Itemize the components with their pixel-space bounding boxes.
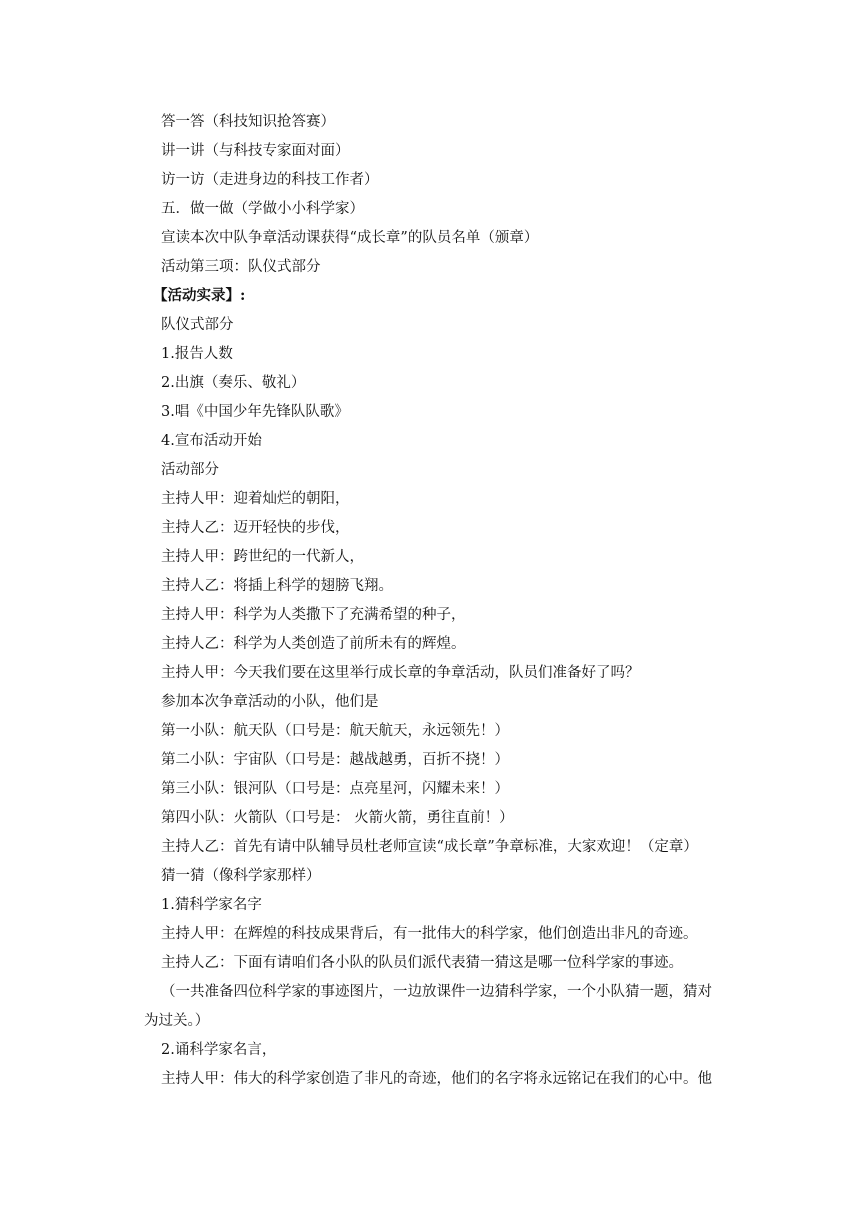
text-line: 2.出旗（奏乐、敬礼） bbox=[161, 375, 306, 391]
text-line: 猜一猜（像科学家那样） bbox=[161, 868, 321, 884]
text-line: 主持人甲：在辉煌的科技成果背后，有一批伟大的科学家，他们创造出非凡的奇迹。 bbox=[161, 926, 698, 942]
text-line: 讲一讲（与科技专家面对面） bbox=[161, 143, 350, 159]
text-line: 宣读本次中队争章活动课获得“成长章”的队员名单（颁章） bbox=[161, 230, 539, 246]
text-line: 主持人甲：迎着灿烂的朝阳， bbox=[161, 491, 350, 507]
text-line: 访一访（走进身边的科技工作者） bbox=[161, 172, 379, 188]
text-line: 第三小队：银河队（口号是：点亮星河，闪耀未来！） bbox=[161, 781, 509, 797]
text-line: 第四小队：火箭队（口号是： 火箭火箭，勇往直前！） bbox=[161, 810, 514, 826]
text-line: 主持人乙：首先有请中队辅导员杜老师宣读“成长章”争章标准，大家欢迎！（定章） bbox=[161, 839, 698, 855]
text-line: 1.报告人数 bbox=[161, 346, 233, 362]
text-line: 主持人乙：迈开轻快的步伐， bbox=[161, 520, 350, 536]
text-line: 第二小队：宇宙队（口号是：越战越勇，百折不挠！） bbox=[161, 752, 509, 768]
text-line: 主持人乙：下面有请咱们各小队的队员们派代表猜一猜这是哪一位科学家的事迹。 bbox=[161, 955, 683, 971]
text-line: 主持人甲：跨世纪的一代新人， bbox=[161, 549, 364, 565]
text-line: 主持人乙：将插上科学的翅膀飞翔。 bbox=[161, 578, 393, 594]
text-line: （一共准备四位科学家的事迹图片，一边放课件一边猜科学家，一个小队猜一题，猜对 bbox=[161, 984, 712, 1000]
text-line: 第一小队：航天队（口号是：航天航天，永远领先！） bbox=[161, 723, 509, 739]
text-line: 五．做一做（学做小小科学家） bbox=[161, 201, 364, 217]
section-heading: 【活动实录】: bbox=[153, 287, 246, 304]
text-line: 主持人甲：今天我们要在这里举行成长章的争章活动，队员们准备好了吗？ bbox=[161, 665, 640, 681]
text-line: 为过关。） bbox=[144, 1013, 210, 1029]
text-line: 活动第三项：队仪式部分 bbox=[161, 259, 321, 275]
text-line: 主持人甲：伟大的科学家创造了非凡的奇迹，他们的名字将永远铭记在我们的心中。他 bbox=[161, 1071, 712, 1087]
text-line: 主持人乙：科学为人类创造了前所未有的辉煌。 bbox=[161, 636, 466, 652]
text-line: 2.诵科学家名言， bbox=[161, 1042, 277, 1058]
text-line: 答一答（科技知识抢答赛） bbox=[161, 114, 335, 130]
text-line: 3.唱《中国少年先锋队队歌》 bbox=[161, 404, 349, 420]
text-line: 4.宣布活动开始 bbox=[161, 433, 262, 449]
text-line: 活动部分 bbox=[161, 462, 219, 478]
text-line: 参加本次争章活动的小队，他们是 bbox=[161, 694, 379, 710]
text-line: 1.猜科学家名字 bbox=[161, 897, 262, 913]
text-line: 队仪式部分 bbox=[161, 317, 234, 333]
text-line: 主持人甲：科学为人类撒下了充满希望的种子， bbox=[161, 607, 466, 623]
